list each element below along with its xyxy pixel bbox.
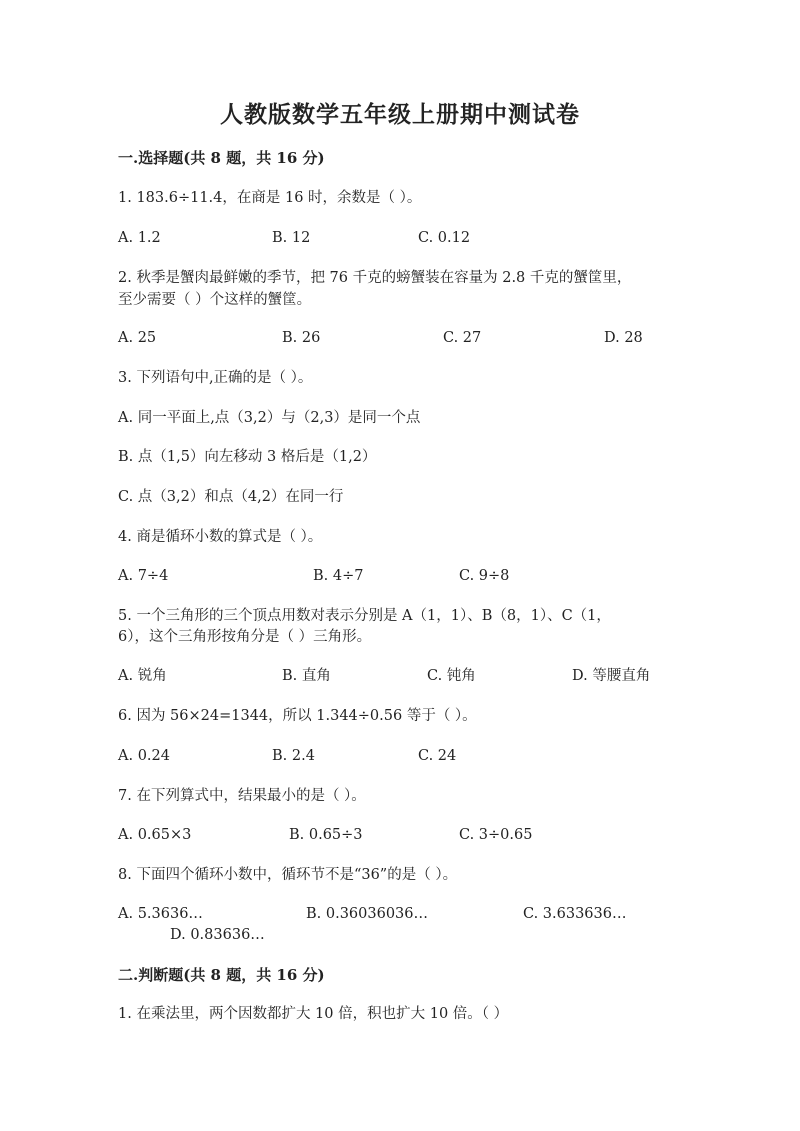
q3-option-c: C. 点（3,2）和点（4,2）在同一行 <box>118 489 344 505</box>
q7-option-c: C. 3÷0.65 <box>459 827 533 843</box>
q5-option-b: B. 直角 <box>282 668 331 684</box>
judgment-question-1: 1. 在乘法里，两个因数都扩大 10 倍，积也扩大 10 倍。（ ） <box>118 1006 509 1022</box>
q1-option-a: A. 1.2 <box>118 230 161 246</box>
q7-option-b: B. 0.65÷3 <box>289 827 363 843</box>
question-5-line-2: 6），这个三角形按角分是（ ）三角形。 <box>118 629 372 645</box>
q4-option-c: C. 9÷8 <box>459 568 510 584</box>
q2-option-d: D. 28 <box>604 330 643 346</box>
exam-title: 人教版数学五年级上册期中测试卷 <box>220 101 580 128</box>
q1-option-b: B. 12 <box>272 230 311 246</box>
q2-option-c: C. 27 <box>443 330 482 346</box>
q4-option-b: B. 4÷7 <box>313 568 364 584</box>
section-2-heading: 二.判断题(共 8 题，共 16 分) <box>118 966 325 984</box>
q2-option-a: A. 25 <box>118 330 157 346</box>
question-2-line-1: 2. 秋季是蟹肉最鲜嫩的季节，把 76 千克的螃蟹装在容量为 2.8 千克的蟹筐里， <box>118 270 632 286</box>
q7-option-a: A. 0.65×3 <box>118 827 192 843</box>
q6-option-b: B. 2.4 <box>272 748 315 764</box>
question-8: 8. 下面四个循环小数中，循环节不是“36”的是（ ）。 <box>118 867 458 883</box>
question-4: 4. 商是循环小数的算式是（ ）。 <box>118 529 323 545</box>
q8-option-a: A. 5.3636… <box>118 906 203 922</box>
question-5-line-1: 5. 一个三角形的三个顶点用数对表示分别是 A（1，1）、B（8，1）、C（1， <box>118 608 611 624</box>
q2-option-b: B. 26 <box>282 330 321 346</box>
q6-option-c: C. 24 <box>418 748 457 764</box>
q6-option-a: A. 0.24 <box>118 748 170 764</box>
q5-option-d: D. 等腰直角 <box>572 668 651 684</box>
q8-option-d: D. 0.83636… <box>170 927 265 943</box>
q3-option-b: B. 点（1,5）向左移动 3 格后是（1,2） <box>118 449 377 465</box>
question-7: 7. 在下列算式中，结果最小的是（ ）。 <box>118 788 366 804</box>
question-6: 6. 因为 56×24=1344，所以 1.344÷0.56 等于（ ）。 <box>118 708 477 724</box>
q5-option-a: A. 锐角 <box>118 668 167 684</box>
question-3: 3. 下列语句中,正确的是（ ）。 <box>118 370 313 386</box>
q8-option-c: C. 3.633636… <box>523 906 627 922</box>
q8-option-b: B. 0.36036036… <box>306 906 429 922</box>
q5-option-c: C. 钝角 <box>427 668 476 684</box>
question-2-line-2: 至少需要（ ）个这样的蟹筐。 <box>118 292 312 308</box>
question-1: 1. 183.6÷11.4，在商是 16 时，余数是（ ）。 <box>118 190 422 206</box>
q1-option-c: C. 0.12 <box>418 230 471 246</box>
q4-option-a: A. 7÷4 <box>118 568 169 584</box>
section-1-heading: 一.选择题(共 8 题，共 16 分) <box>118 149 325 167</box>
q3-option-a: A. 同一平面上,点（3,2）与（2,3）是同一个点 <box>118 410 421 426</box>
